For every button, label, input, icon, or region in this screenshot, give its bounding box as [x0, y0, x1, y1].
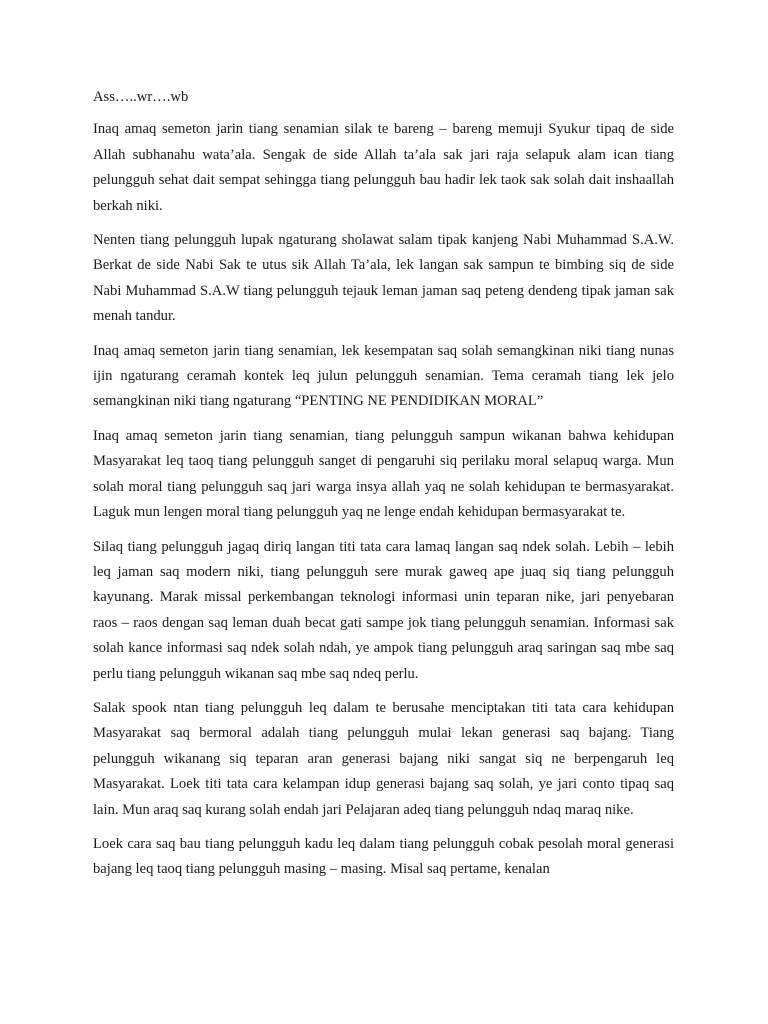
- document-body: [93, 85, 674, 883]
- paragraph-opening-praise: Inaq amaq semeton jarin tiang senamian silak te bareng – bareng memuji Syukur tipaq de side Allah subhanahu wata’ala. Sengak de side Allah ta’ala sak jari raja selapuk alam ican tiang pelungguh sehat dait sempat sehingga tiang pelungguh bau hadir lek taok sak solah dait inshaallah berkah niki.: [93, 121, 674, 214]
- paragraph-community-morals: Inaq amaq semeton jarin tiang senamian, tiang pelungguh sampun wikanan bahwa kehidupan Masyarakat leq taoq tiang pelungguh sanget di pengaruhi siq perilaku moral selapuq warga. Mun solah moral tiang pelungguh saq jari warga insya allah yaq ne solah kehidupan te bermasyarakat. Laguk mun lengen moral tiang pelungguh yaq ne lenge endah kehidupan bermasyarakat te.: [93, 427, 674, 521]
- paragraph-young-generation: Salak spook ntan tiang pelungguh leq dalam te berusahe menciptakan titi tata cara kehidupan Masyarakat saq bermoral adalah tiang pelungguh mulai lekan generasi saq bajang. Tiang pelungguh wikanang siq teparan aran generasi bajang niki sangat siq ne berpengaruh leq Masyarakat. Loek titi tata cara kelampan idup generasi bajang saq solah, ye jari conto tipaq saq lain. Mun araq saq kurang solah endah jari Pelajaran adeq tiang pelungguh ndaq maraq nike.: [93, 699, 674, 818]
- paragraph-methods: Loek cara saq bau tiang pelungguh kadu leq dalam tiang pelungguh cobak pesolah moral generasi bajang leq taoq tiang pelungguh masing – masing. Misal saq pertame, kenalan: [93, 835, 674, 878]
- greeting-line: Ass…..wr….wb: [93, 89, 189, 105]
- paragraph-sholawat: Nenten tiang pelungguh lupak ngaturang sholawat salam tipak kanjeng Nabi Muhammad S.A.W. Berkat de side Nabi Sak te utus sik Allah Ta’ala, lek langan sak sampun te bimbing siq de side Nabi Muhammad S.A.W tiang pelungguh tejauk leman jaman saq peteng dendeng tipak jaman sak menah tandur.: [93, 232, 674, 325]
- paragraph-theme: Inaq amaq semeton jarin tiang senamian, lek kesempatan saq solah semangkinan niki tiang nunas ijin ngaturang ceramah kontek leq julun pelungguh senamian. Tema ceramah tiang lek jelo semangkinan niki tiang ngaturang “PENTING NE PENDIDIKAN MORAL”: [93, 342, 674, 410]
- paragraph-modern-era: Silaq tiang pelungguh jagaq diriq langan titi tata cara lamaq langan saq ndek solah. Lebih – lebih leq jaman saq modern niki, tiang pelungguh sere murak gaweq ape juaq siq tiang pelungguh kayunang. Marak missal perkembangan teknologi informasi unin teparan nike, jari penyebaran raos – raos dengan saq leman duah becat gati sampe jok tiang pelungguh senamian. Informasi sak solah kance informasi saq ndek solah ndah, ye ampok tiang pelungguh araq saringan saq mbe saq perlu tiang pelungguh wikanan saq mbe saq ndeq perlu.: [93, 538, 674, 682]
